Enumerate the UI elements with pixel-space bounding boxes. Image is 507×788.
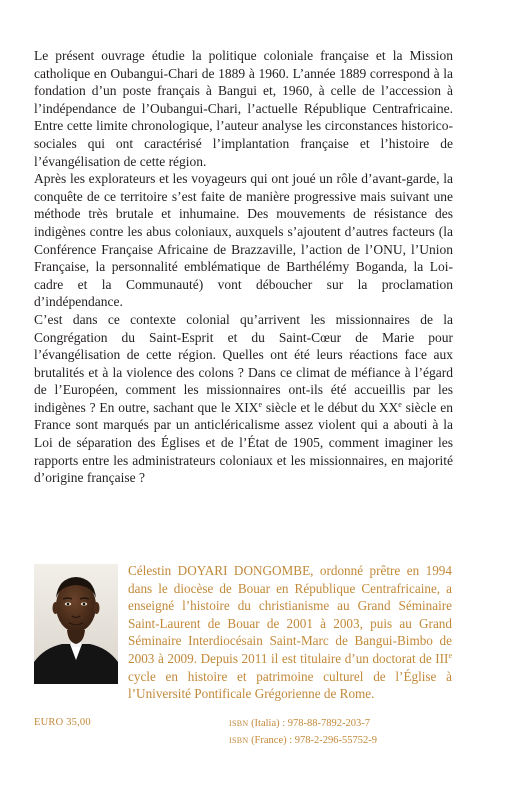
isbn-label: ISBN	[229, 719, 249, 728]
isbn-country: (France) :	[248, 735, 295, 746]
author-photo	[34, 564, 118, 684]
summary-text	[34, 47, 453, 487]
author-portrait-image	[34, 564, 118, 684]
summary-paragraph-3	[34, 311, 453, 487]
author-biography-text	[128, 562, 452, 703]
summary-paragraph-3-part-3: siècle en France sont marqués par un anticléricalisme assez violent qui a abouti à la Loi de séparation des Églises et de l’État de 1905, comment imaginer les rapports entre les administrateurs coloniaux et les missionnaires, en majorité d’origine française ?	[34, 399, 453, 486]
isbn-italia	[229, 715, 377, 732]
isbn-country: (Italia) :	[248, 718, 288, 729]
isbn-france	[229, 732, 377, 749]
summary-paragraph-3-part-1: C’est dans ce contexte colonial qu’arrivent les missionnaires de la Congrégation du Saint-Esprit et du Saint-Cœur de Marie pour l’évangélisation de cette région. Quelles ont été leurs réactions face aux brutalités et à la violence des colons ? Dans ce climat de méfiance à l’égard de l’Européen, comment les missionnaires ont-ils été accueillis par les indigènes ? En outre, sachant que le XIX	[34, 311, 453, 415]
summary-paragraph-3-part-2: siècle et le début du XX	[262, 399, 399, 415]
summary-paragraph-2: Après les explorateurs et les voyageurs qui ont joué un rôle d’avant-garde, la conquête de ce territoire s’est faite de manière progressive mais suivant une méthode très brutale et inhumaine. Des mouvements de résistance des indigènes contre les abus coloniaux, auxquels s’ajoutent d’autres facteurs (la Conférence Française Africaine de Brazzaville, l’action de l’ONU, l’Union Française, la personnalité emblématique de Barthélémy Boganda, la Loi-cadre et la Communauté) vont déboucher sur la proclamation d’indépendance.	[34, 171, 453, 310]
summary-paragraph-1: Le présent ouvrage étudie la politique coloniale française et la Mission catholique en Oubangui-Chari de 1889 à 1960. L’année 1889 correspond à la fondation d’un poste français à Bangui et, 1960, à celle de l’accession à l’indépendance de l’Oubangui-Chari, l’actuelle République Centrafricaine. Entre cette limite chronologique, l’auteur analyse les circonstances historico-sociales qui ont caractérisé l’implantation française et l’histoire de l’évangélisation de cette région.	[34, 48, 453, 169]
isbn-number: 978-88-7892-203-7	[287, 718, 371, 729]
author-biography	[128, 562, 452, 703]
isbn-block	[229, 715, 377, 749]
isbn-label: ISBN	[229, 736, 249, 745]
century-superscript-2: e	[398, 399, 402, 409]
isbn-number: 978-2-296-55752-9	[294, 735, 378, 746]
author-biography-part-2: cycle en histoire et patrimoine culturel de l’Église à l’Université Pontificale Grégorienne de Rome.	[128, 668, 452, 702]
cycle-superscript: e	[448, 650, 452, 660]
price: EURO 35,00	[34, 717, 91, 728]
author-biography-part-1: Célestin DOYARI DONGOMBE, ordonné prêtre en 1994 dans le diocèse de Bouar en République Centrafricaine, a enseigné l’histoire du christianisme au Grand Séminaire Saint-Laurent de Bouar de 2001 à 2003, puis au Grand Séminaire Interdiocésain Saint-Marc de Bangui-Bimbo de 2003 à 2009. Depuis 2011 il est titulaire d’un doctorat de III	[128, 563, 452, 666]
century-superscript-1: e	[258, 399, 262, 409]
